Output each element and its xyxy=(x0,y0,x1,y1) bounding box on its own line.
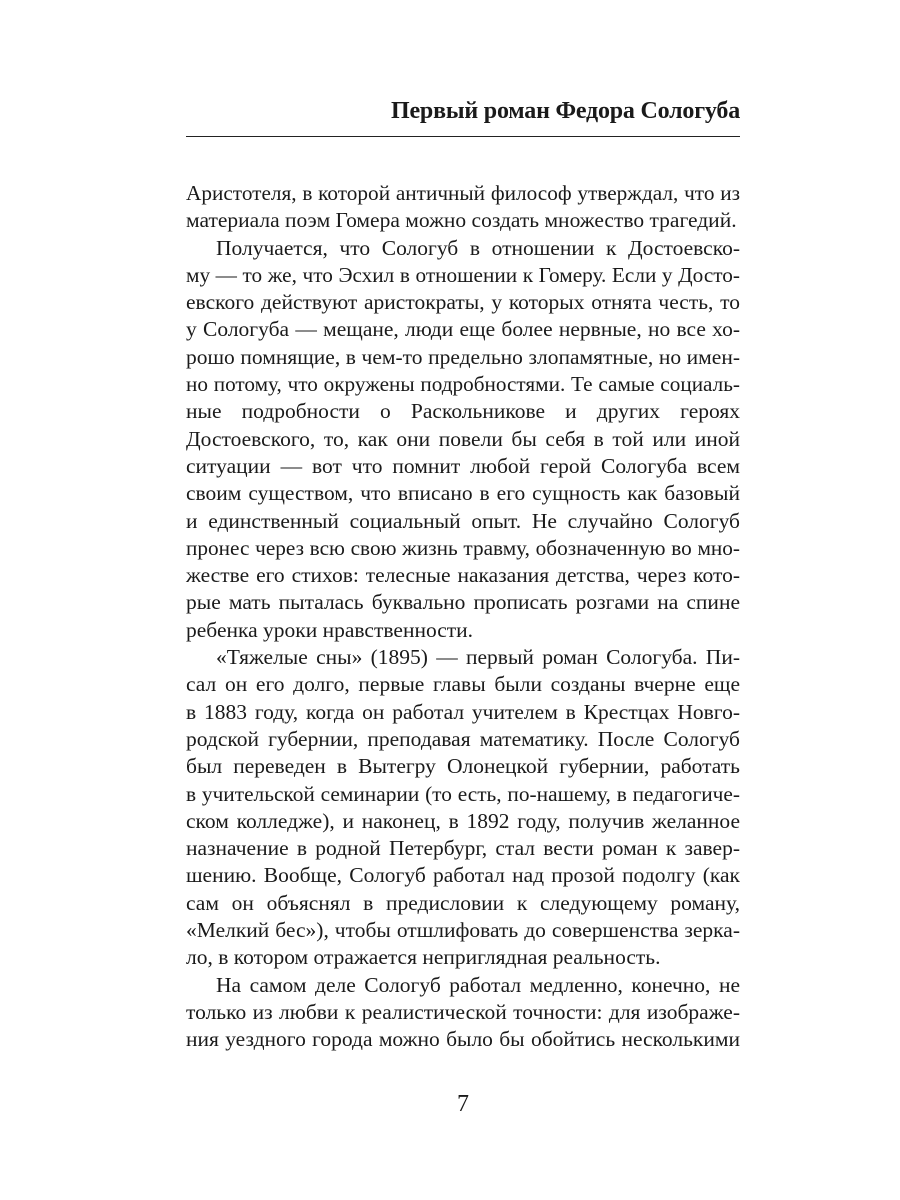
text-line: На самом деле Сологуб работал медленно, конечно, не xyxy=(216,972,740,997)
text-line: ло, в котором отражается неприглядная реальность. xyxy=(186,945,661,970)
text-line: «Мелкий бес»), чтобы отшлифовать до совершенства зерка- xyxy=(186,918,740,943)
text-line: рые мать пыталась буквально прописать розгами на спине xyxy=(186,590,740,615)
text-line: материала поэм Гомера можно создать множество трагедий. xyxy=(186,208,737,233)
text-line: только из любви к реалистической точности: для изображе- xyxy=(186,999,740,1024)
paragraph xyxy=(186,972,740,1054)
paragraph xyxy=(186,235,740,644)
text-line: у Сологуба — мещане, люди еще более нервные, но все хо- xyxy=(186,317,740,342)
text-line: Аристотеля, в которой античный философ утверждал, что из xyxy=(186,181,740,205)
paragraph xyxy=(186,644,740,972)
text-line: в 1883 году, когда он работал учителем в Крестцах Новго- xyxy=(186,699,740,724)
header-rule xyxy=(186,136,740,137)
text-line: сам он объяснял в предисловии к следующему роману, xyxy=(186,890,740,915)
text-line: шению. Вообще, Сологуб работал над прозой подолгу (как xyxy=(186,863,740,888)
text-line: ния уездного города можно было бы обойтись несколькими xyxy=(186,1027,740,1052)
text-line: сал он его долго, первые главы были созданы вчерне еще xyxy=(186,672,740,697)
text-line: му — то же, что Эсхил в отношении к Гомеру. Если у Досто- xyxy=(186,262,740,287)
text-line: ситуации — вот что помнит любой герой Сологуба всем xyxy=(186,453,740,478)
text-line: ные подробности о Раскольникове и других героях xyxy=(186,399,740,424)
text-line: в учительской семинарии (то есть, по-нашему, в педагогиче- xyxy=(186,781,740,806)
text-line: ребенка уроки нравственности. xyxy=(186,617,474,642)
text-line: жестве его стихов: телесные наказания детства, через кото- xyxy=(186,563,740,588)
text-line: «Тяжелые сны» (1895) — первый роман Сологуба. Пи- xyxy=(216,645,740,670)
paragraph xyxy=(186,180,740,235)
running-head-title: Первый роман Федора Сологуба xyxy=(391,98,740,124)
page-number: 7 xyxy=(457,1091,469,1117)
text-line: Получается, что Сологуб в отношении к Достоевско- xyxy=(216,235,740,260)
text-line: евского действуют аристократы, у которых отнята честь, то xyxy=(186,290,740,315)
text-line: но потому, что окружены подробностями. Те самые социаль- xyxy=(186,372,740,397)
text-line: пронес через всю свою жизнь травму, обозначенную во мно- xyxy=(186,535,740,560)
body-text xyxy=(186,180,740,1054)
text-line: Достоевского, то, как они повели бы себя в той или иной xyxy=(186,426,740,451)
text-line: ском колледже), и наконец, в 1892 году, получив желанное xyxy=(186,808,740,833)
text-line: был переведен в Вытегру Олонецкой губернии, работать xyxy=(186,754,740,779)
text-line: своим существом, что вписано в его сущность как базовый xyxy=(186,481,740,506)
text-line: родской губернии, преподавая математику. После Сологуб xyxy=(186,726,740,751)
text-line: рошо помнящие, в чем-то предельно злопамятные, но имен- xyxy=(186,344,740,369)
text-line: назначение в родной Петербург, стал вести роман к завер- xyxy=(186,836,740,861)
text-line: и единственный социальный опыт. Не случайно Сологуб xyxy=(186,508,740,533)
